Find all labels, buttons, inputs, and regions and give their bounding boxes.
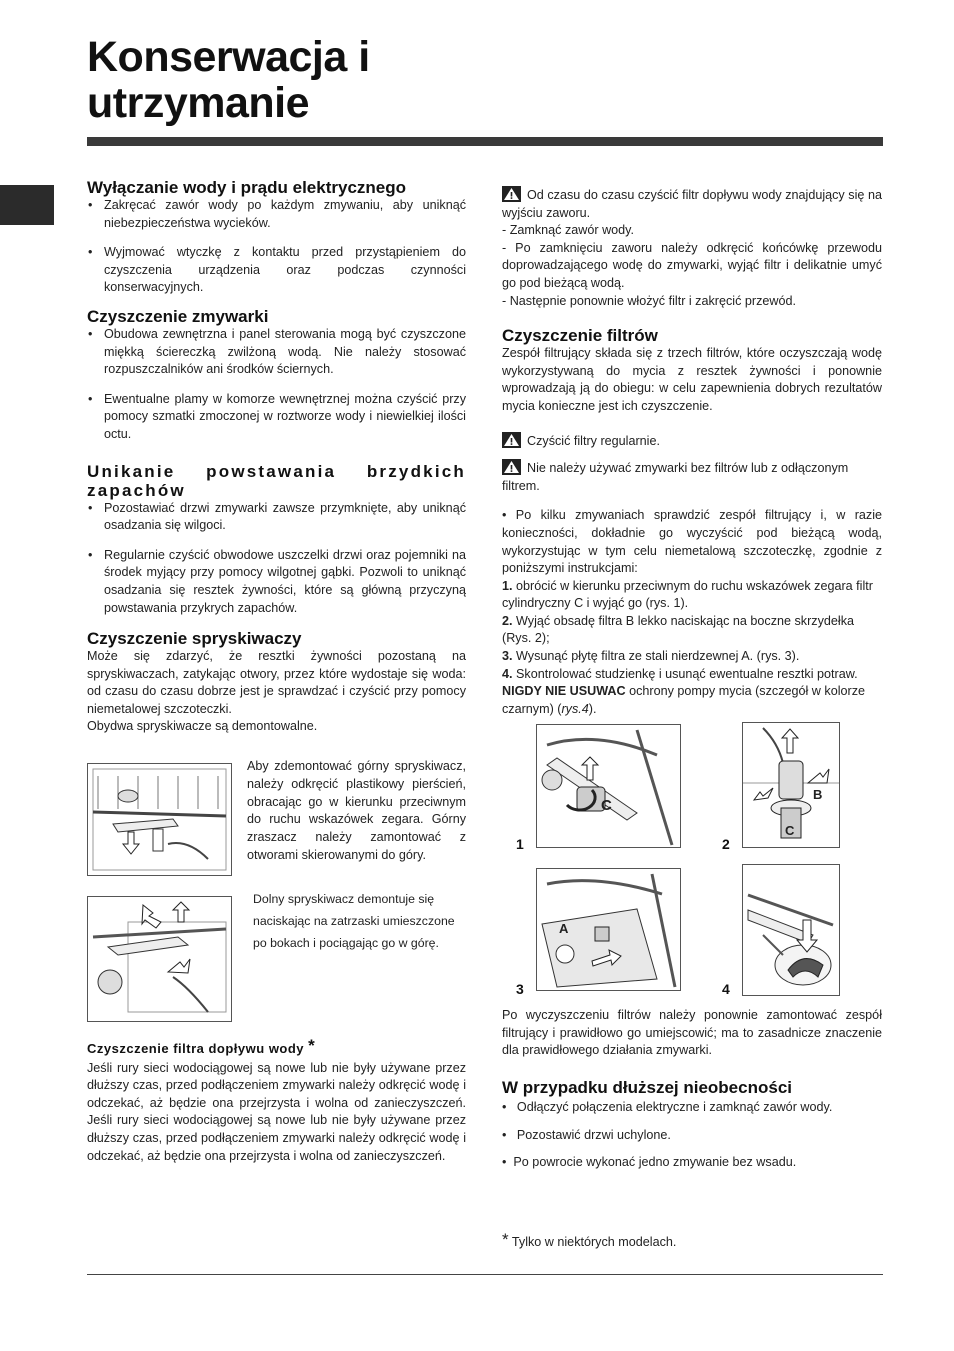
filters-para: Zespół filtrujący składa się z trzech filtrów, które oczyszczają wodę wykorzystywaną do mycia z resztek żywności i ponownie wprowadzają ją do obiegu: w celu zapewnienia dobrych rezultatów mycia konieczne jest ich czyszczenie.	[502, 346, 882, 413]
right-column: Od czasu do czasu czyścić filtr dopływu wody znajdujący się na wyjściu zaworu. - Zamknąć zawór wody. - Po zamknięciu zaworu należy odkręcić końcówkę przewodu doprowadzającego wodę do zmywarki, wyjąć filtr i delikatnie umyć go pod bieżącą wodą. - Następnie ponownie włożyć filtr i zakręcić przewód. Czyszczenie filtrów Zespół filtrujący składa się z trzech filtrów, które oczyszczają wodę wykorzystywaną do mycia z resztek żywności i ponownie wprowadzają ją do obiegu: w celu zapewnienia dobrych rezultatów mycia konieczne jest ich czyszczenie. Czyścić filtry regularnie. Nie należy używać zmywarki bez filtrów lub z odłączonym filtrem. • Po kilku zmywaniach sprawdzić zespół filtrujący i, w razie konieczności, dokładnie go wyczyścić pod bieżącą wodą, wykorzystując w tym celu niemetalową szczoteczkę, zgodnie z poniższymi instrukcjami: 1. obrócić w kierunku przeciwnym do ruchu wskazówek zegara filtr cylindryczny C i wyjąć go (rys. 1). 2. Wyjąć obsadę filtra B lekko naciskając na boczne skrzydełka (Rys. 2); 3. Wysunąć płytę filtra ze stali nierdzewnej A. (rys. 3). 4. Skontrolować studzienkę i usunąć ewentualne resztki potraw. NIGDY NIE USUWAC ochrony pompy mycia (szczegół w kolorze czarnym) (rys.4).	[502, 186, 882, 718]
absence-item-3: • Po powrocie wykonać jedno zmywanie bez wsadu.	[502, 1155, 797, 1170]
list-item: • Zakręcać zawór wody po każdym zmywaniu, aby uniknąć niebezpieczeństwa wycieków.	[87, 197, 466, 232]
warning-icon	[502, 432, 521, 448]
section-tab-marker	[0, 185, 54, 225]
left-column	[87, 178, 466, 736]
section-heading-cleaning: Czyszczenie zmywarki	[87, 306, 269, 326]
section-heading-water-power: Wyłączanie wody i prądu elektrycznego	[87, 178, 407, 197]
absence-item-1: • Odłączyć połączenia elektryczne i zamknąć zawór wody.	[502, 1100, 833, 1114]
filter-figure-4	[742, 864, 840, 996]
section-heading-absence: W przypadku dłuższej nieobecności	[502, 1078, 792, 1097]
absence-item-2: • Pozostawić drzwi uchylone.	[502, 1127, 671, 1142]
water-power-list	[87, 197, 466, 297]
lower-spray-arm-figure	[87, 896, 232, 1022]
list-item: • Obudowa zewnętrzna i panel sterowania mogą być czyszczone miękką ściereczką zwilżoną wodą. Nie należy stosować rozpuszczalników ani środków ściernych.	[87, 326, 466, 379]
filter-figure-1	[536, 724, 681, 848]
filter-step-2: 2. Wyjąć obsadę filtra B lekko naciskając na boczne skrzydełka (Rys. 2);	[502, 613, 854, 646]
section-heading-odours: Unikanie powstawania brzydkich zapachów	[87, 461, 466, 500]
filters-after-para: Po wyczyszczeniu filtrów należy ponownie zamontować zespół filtrujący i prawidłowo go umiejscowić; ma to zasadnicze znaczenie dla prawidłowego działania zmywarki.	[502, 1008, 882, 1058]
figure-label-2: 2	[722, 836, 730, 852]
inlet-filter-para: Jeśli rury sieci wodociągowej są nowe lub nie były używane przez dłuższy czas, przed podłączeniem zmywarki należy odkręcić wodę i odczekać, aż będzie ona przejrzysta i wolna od zanieczyszczeń. Jeśli rury sieci wodociągowej są nowe lub nie były używane przez dłuższy czas, przed podłączeniem zmywarki należy odkręcić wodę i odczekać, aż będzie ona przejrzysta i wolna od zanieczyszczeń.	[87, 1060, 466, 1163]
section-heading-filters: Czyszczenie filtrów	[502, 326, 658, 346]
filters-steps-intro: • Po kilku zmywaniach sprawdzić zespół filtrujący i, w razie konieczności, dokładnie go wyczyścić pod bieżącą wodą, wykorzystując w tym celu niemetalową szczoteczkę, zgodnie z poniższymi instrukcjami:	[502, 508, 882, 576]
title-rule	[87, 137, 883, 146]
figure-label-4: 4	[722, 981, 730, 997]
absence-section	[502, 1078, 882, 1172]
cleaning-list	[87, 326, 466, 444]
figure-label-3: 3	[516, 981, 524, 997]
warning-icon	[502, 186, 521, 202]
warning-no-filter: Nie należy używać zmywarki bez filtrów lub z odłączonym filtrem.	[502, 461, 849, 493]
spray-arms-para: Może się zdarzyć, że resztki żywności pozostaną na spryskiwaczach, zatykając otwory, przez które wydostaje się woda: od czasu do czasu dobrze jest je sprawdzać i czyścić przy pomocy niemetalowej szczoteczki.	[87, 649, 466, 716]
section-heading-spray-arms: Czyszczenie spryskiwaczy	[87, 629, 302, 649]
bottom-rule	[87, 1274, 883, 1275]
list-item: • Ewentualne plamy w komorze wewnętrznej można czyścić przy pomocy szmatki zmoczonej w roztworze wody i niewielkiej ilości octu.	[87, 391, 466, 444]
upper-spray-arm-text: Aby zdemontować górny spryskiwacz, należy odkręcić plastikowy pierścień, obracając go w kierunku przeciwnym do ruchu wskazówek zegara. Górny zraszacz należy zamontować z otworami skierowanymi do góry.	[247, 759, 466, 862]
page-title: Konserwacja i utrzymanie	[87, 33, 370, 127]
warning-icon	[502, 459, 521, 475]
filter-step-4: 4. Skontrolować studzienkę i usunąć ewentualne resztki potraw.	[502, 666, 858, 681]
list-item: • Wyjmować wtyczkę z kontaktu przed przystąpieniem do czyszczenia urządzenia oraz podczas czynności konserwacyjnych.	[87, 244, 466, 297]
letter-a-label: A	[559, 921, 569, 936]
footnote-star: *	[502, 1230, 509, 1249]
section-heading-inlet-filter: Czyszczenie filtra dopływu wody *	[87, 1036, 316, 1056]
filter-step-1: 1. obrócić w kierunku przeciwnym do ruchu wskazówek zegara filtr cylindryczny C i wyjąć go (rys. 1).	[502, 578, 873, 611]
lower-spray-arm-text: Dolny spryskiwacz demontuje się naciskając na zatrzaski umieszczone po bokach i pociągając go w górę.	[253, 892, 455, 950]
figure-label-1: 1	[516, 836, 524, 852]
letter-c-label: C	[785, 823, 795, 838]
footnote-star: *	[308, 1036, 316, 1055]
filter-step-3: 3. Wysunąć płytę filtra ze stali nierdzewnej A. (rys. 3).	[502, 649, 800, 664]
upper-spray-arm-figure	[87, 763, 232, 876]
warning-regular-clean: Czyścić filtry regularnie.	[502, 432, 882, 451]
filter-figure-2	[742, 722, 840, 848]
letter-c-label: C	[601, 797, 612, 814]
footnote: * Tylko w niektórych modelach.	[502, 1230, 677, 1249]
list-item: • Regularnie czyścić obwodowe uszczelki drzwi oraz pojemniki na środek myjący przy pomocy wilgotnej gąbki. Pozwoli to uniknąć osadzania się resztek żywności, które są główną przyczyną powstawania przykrych zapachów.	[87, 547, 466, 617]
inlet-intro: Od czasu do czasu czyścić filtr dopływu wody znajdujący się na wyjściu zaworu.	[502, 188, 882, 220]
spray-arms-para2: Obydwa spryskiwacze są demontowalne.	[87, 719, 318, 734]
letter-b-label: B	[813, 787, 823, 802]
list-item: • Pozostawiać drzwi zmywarki zawsze przymknięte, aby uniknąć osadzania się wilgoci.	[87, 500, 466, 535]
filter-warning-never: NIGDY NIE USUWAC ochrony pompy mycia (szczegół w kolorze czarnym) (rys.4).	[502, 684, 865, 716]
inlet-filter-section	[87, 1036, 466, 1165]
odours-list	[87, 500, 466, 618]
filter-figure-3	[536, 868, 681, 991]
